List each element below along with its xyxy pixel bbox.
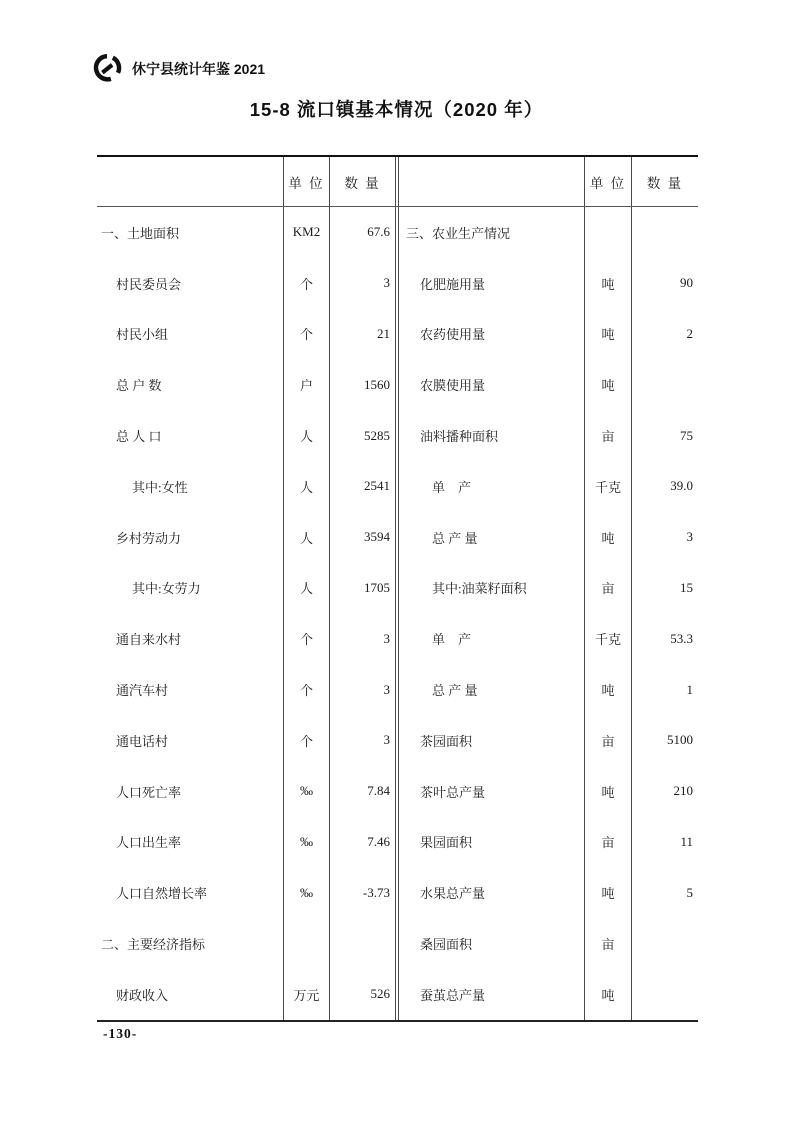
value-cell: -3.73	[329, 867, 395, 918]
table-row	[97, 969, 698, 1020]
value-cell	[631, 207, 698, 258]
row-label: 人口出生率	[116, 835, 182, 851]
value-cell: 67.6	[329, 207, 395, 258]
row-label: 水果总产量	[395, 867, 584, 918]
unit-cell: 个	[283, 715, 329, 766]
unit-column-header-left: 单 位	[283, 157, 329, 206]
unit-cell: ‰	[283, 766, 329, 817]
unit-cell: 亩	[584, 715, 631, 766]
qty-column-header-right: 数 量	[631, 157, 698, 206]
row-label: 农膜使用量	[395, 359, 584, 410]
unit-column-header-right: 单 位	[584, 157, 631, 206]
table-row	[97, 715, 698, 766]
yearbook-logo-icon	[92, 52, 123, 85]
value-cell	[631, 359, 698, 410]
indicator-column-header-left	[97, 157, 283, 206]
indicator-column-header-right	[395, 157, 584, 206]
value-cell: 21	[329, 309, 395, 360]
row-label: 单 产	[395, 461, 584, 512]
row-label: 其中:油菜籽面积	[395, 563, 584, 614]
unit-cell: 人	[283, 410, 329, 461]
table-row	[97, 309, 698, 360]
value-cell: 39.0	[631, 461, 698, 512]
unit-cell: 户	[283, 359, 329, 410]
row-label: 总 户 数	[116, 378, 162, 394]
unit-cell: 个	[283, 613, 329, 664]
unit-cell: 人	[283, 461, 329, 512]
table-row	[97, 867, 698, 918]
unit-cell: 吨	[584, 867, 631, 918]
row-label: 蚕茧总产量	[395, 969, 584, 1020]
value-cell: 3	[329, 613, 395, 664]
table-row	[97, 817, 698, 868]
unit-cell: 吨	[584, 766, 631, 817]
value-cell: 5100	[631, 715, 698, 766]
row-label: 总 人 口	[116, 429, 162, 445]
value-cell: 3	[329, 715, 395, 766]
unit-cell: 吨	[584, 309, 631, 360]
unit-cell: 亩	[584, 918, 631, 969]
table-row	[97, 258, 698, 309]
unit-cell: 个	[283, 309, 329, 360]
value-cell: 2	[631, 309, 698, 360]
row-label: 单 产	[395, 613, 584, 664]
stats-table	[97, 155, 698, 1022]
unit-cell: 吨	[584, 359, 631, 410]
unit-cell: 万元	[283, 969, 329, 1020]
unit-cell: 人	[283, 563, 329, 614]
value-cell: 2541	[329, 461, 395, 512]
page-number: -130-	[103, 1026, 138, 1041]
value-cell: 11	[631, 817, 698, 868]
value-cell: 526	[329, 969, 395, 1020]
row-label: 茶叶总产量	[395, 766, 584, 817]
row-label: 通电话村	[116, 733, 169, 749]
value-cell: 7.46	[329, 817, 395, 868]
row-label: 村民委员会	[116, 276, 182, 292]
value-cell: 3	[329, 664, 395, 715]
table-header-row	[97, 157, 698, 207]
row-label: 村民小组	[116, 327, 169, 343]
table-row	[97, 613, 698, 664]
value-cell: 1705	[329, 563, 395, 614]
unit-cell: 吨	[584, 258, 631, 309]
row-label: 一、土地面积	[101, 225, 180, 241]
table-row	[97, 359, 698, 410]
unit-cell: 吨	[584, 969, 631, 1020]
unit-cell: ‰	[283, 867, 329, 918]
row-label: 茶园面积	[395, 715, 584, 766]
unit-cell: 亩	[584, 410, 631, 461]
table-row	[97, 563, 698, 614]
unit-cell	[283, 918, 329, 969]
row-label: 二、主要经济指标	[101, 937, 206, 953]
table-row	[97, 461, 698, 512]
row-label: 化肥施用量	[395, 258, 584, 309]
value-cell	[631, 969, 698, 1020]
row-label: 其中:女劳力	[132, 581, 201, 597]
table-row	[97, 512, 698, 563]
table-row	[97, 664, 698, 715]
row-label: 通自来水村	[116, 632, 182, 648]
value-cell	[329, 918, 395, 969]
value-cell: 1	[631, 664, 698, 715]
value-cell: 210	[631, 766, 698, 817]
unit-cell: 亩	[584, 817, 631, 868]
row-label: 总 产 量	[395, 512, 584, 563]
table-row	[97, 410, 698, 461]
table-row	[97, 766, 698, 817]
row-label: 其中:女性	[132, 479, 188, 495]
table-body	[97, 207, 698, 1020]
unit-cell	[584, 207, 631, 258]
value-cell: 5	[631, 867, 698, 918]
unit-cell: KM2	[283, 207, 329, 258]
table-row	[97, 207, 698, 258]
qty-column-header-left: 数 量	[329, 157, 395, 206]
page-title: 15-8 流口镇基本情况（2020 年）	[249, 99, 544, 120]
unit-cell: 千克	[584, 613, 631, 664]
unit-cell: 吨	[584, 512, 631, 563]
row-label: 通汽车村	[116, 683, 169, 699]
value-cell: 90	[631, 258, 698, 309]
row-label: 人口自然增长率	[116, 886, 208, 902]
unit-cell: 个	[283, 664, 329, 715]
unit-cell: 千克	[584, 461, 631, 512]
row-label: 果园面积	[395, 817, 584, 868]
brand-text: 休宁县统计年鉴 2021	[132, 60, 266, 77]
row-label: 乡村劳动力	[116, 530, 182, 546]
unit-cell: 人	[283, 512, 329, 563]
value-cell: 1560	[329, 359, 395, 410]
value-cell: 7.84	[329, 766, 395, 817]
brand	[92, 52, 265, 85]
unit-cell: 吨	[584, 664, 631, 715]
unit-cell: 亩	[584, 563, 631, 614]
table-row	[97, 918, 698, 969]
value-cell: 75	[631, 410, 698, 461]
row-label: 农药使用量	[395, 309, 584, 360]
row-label: 三、农业生产情况	[395, 207, 584, 258]
row-label: 总 产 量	[395, 664, 584, 715]
value-cell: 5285	[329, 410, 395, 461]
value-cell	[631, 918, 698, 969]
value-cell: 15	[631, 563, 698, 614]
row-label: 桑园面积	[395, 918, 584, 969]
row-label: 油料播种面积	[395, 410, 584, 461]
unit-cell: ‰	[283, 817, 329, 868]
row-label: 财政收入	[116, 987, 169, 1003]
value-cell: 3	[631, 512, 698, 563]
value-cell: 53.3	[631, 613, 698, 664]
value-cell: 3	[329, 258, 395, 309]
unit-cell: 个	[283, 258, 329, 309]
row-label: 人口死亡率	[116, 784, 182, 800]
value-cell: 3594	[329, 512, 395, 563]
